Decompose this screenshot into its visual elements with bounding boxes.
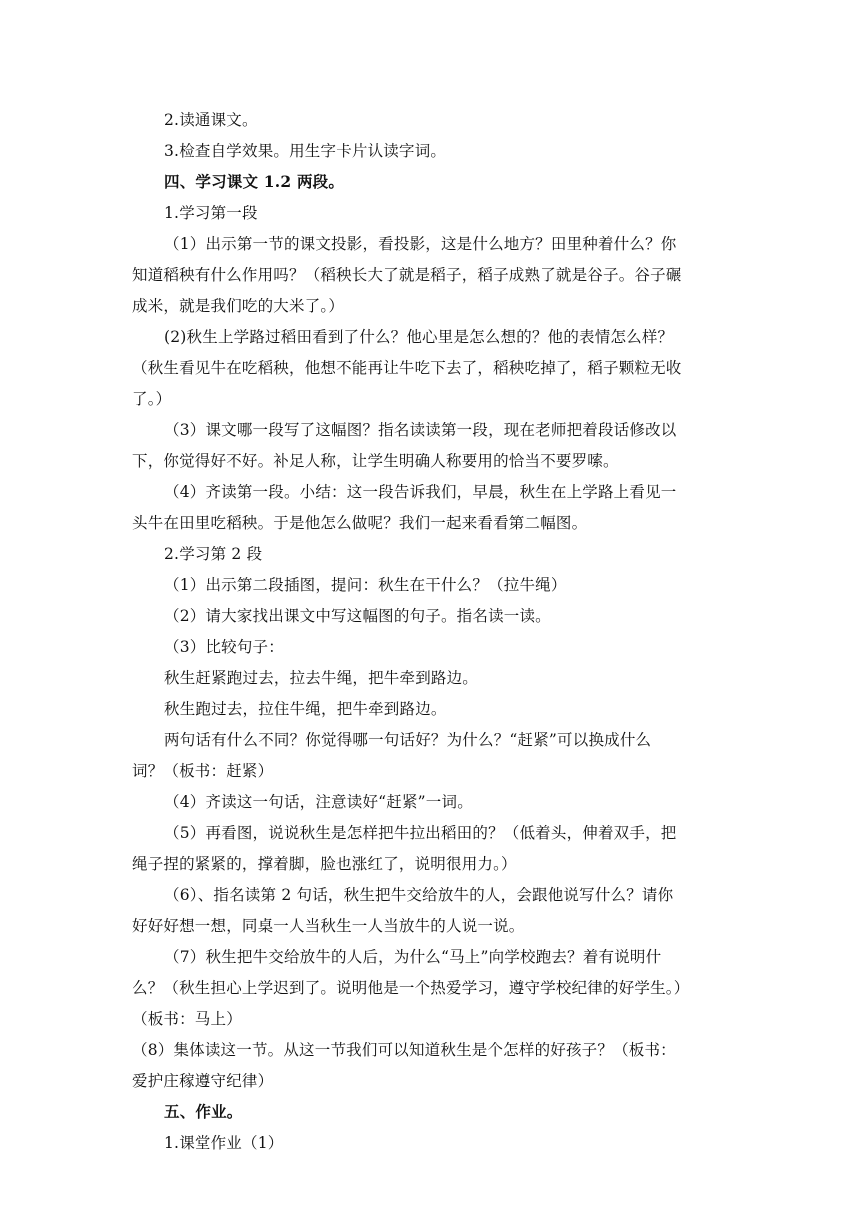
text-line-10: 了。） <box>132 390 172 408</box>
text-line-12: 下，你觉得好不好。补足人称，让学生明确人称要用的恰当不要罗嗦。 <box>132 452 619 470</box>
section-heading-five: 五、作业。 <box>164 1102 243 1121</box>
text-line-07: 成米，就是我们吃的大米了。） <box>132 297 345 315</box>
text-line-23: （4）齐读这一句话，注意读好“赶紧”一词。 <box>164 793 473 811</box>
subheading-study-paragraph-2: 2.学习第 2 段 <box>164 545 263 563</box>
text-line-09: （秋生看见牛在吃稻秧，他想不能再让牛吃下去了，稻秧吃掉了，稻子颗粒无收 <box>132 359 682 377</box>
subheading-study-paragraph-1: 1.学习第一段 <box>164 204 258 222</box>
text-line-22: 词？（板书：赶紧） <box>132 762 274 780</box>
text-line-30: （板书：马上） <box>132 1010 242 1028</box>
text-line-28: （7）秋生把牛交给放牛的人后，为什么“马上”向学校跑去？着有说明什 <box>164 948 662 966</box>
text-line-16: （1）出示第二段插图，提问：秋生在干什么？（拉牛绳） <box>164 576 567 594</box>
text-line-18: （3）比较句子： <box>164 638 284 656</box>
text-line-14: 头牛在田里吃稻秧。于是他怎么做呢？我们一起来看看第二幅图。 <box>132 514 588 532</box>
text-line-25: 绳子捏的紧紧的，撑着脚，脸也涨红了，说明很用力。） <box>132 855 517 873</box>
text-line-08: (2)秋生上学路过稻田看到了什么？他心里是怎么想的？他的表情怎么样？ <box>164 328 674 346</box>
text-line-29: 么？（秋生担心上学迟到了。说明他是一个热爱学习，遵守学校纪律的好学生。） <box>132 979 690 997</box>
text-line-26: （6）、指名读第 2 句话，秋生把牛交给放牛的人，会跟他说写什么？请你 <box>164 886 674 904</box>
text-line-13: （4）齐读第一段。小结：这一段告诉我们，早晨，秋生在上学路上看见一 <box>164 483 677 501</box>
text-line-32: 爱护庄稼遵守纪律） <box>132 1072 274 1090</box>
text-line-21: 两句话有什么不同？你觉得哪一句话好？为什么？“赶紧”可以换成什么 <box>164 731 652 749</box>
text-line-24: （5）再看图，说说秋生是怎样把牛拉出稻田的？（低着头，伸着双手，把 <box>164 824 677 842</box>
text-line-06: 知道稻秧有什么作用吗？（稻秧长大了就是稻子，稻子成熟了就是谷子。谷子碾 <box>132 266 682 284</box>
text-line-05: （1）出示第一节的课文投影，看投影，这是什么地方？田里种着什么？你 <box>164 235 677 253</box>
text-line-27: 好好好想一想，同桌一人当秋生一人当放牛的人说一说。 <box>132 917 525 935</box>
text-line-20: 秋生跑过去，拉住牛绳，把牛牵到路边。 <box>164 700 447 718</box>
text-line-34: 1.课堂作业（1） <box>164 1134 284 1152</box>
text-line-11: （3）课文哪一段写了这幅图？指名读读第一段，现在老师把着段话修改以 <box>164 421 677 439</box>
text-line-01: 2.读通课文。 <box>164 111 258 129</box>
text-line-17: （2）请大家找出课文中写这幅图的句子。指名读一读。 <box>164 607 551 625</box>
text-line-31: （8）集体读这一节。从这一节我们可以知道秋生是个怎样的好孩子？（板书： <box>132 1041 676 1059</box>
text-line-19: 秋生赶紧跑过去，拉去牛绳，把牛牵到路边。 <box>164 669 479 687</box>
section-heading-four: 四、学习课文 1.2 两段。 <box>164 172 345 191</box>
text-line-02: 3.检查自学效果。用生字卡片认读字词。 <box>164 142 447 160</box>
